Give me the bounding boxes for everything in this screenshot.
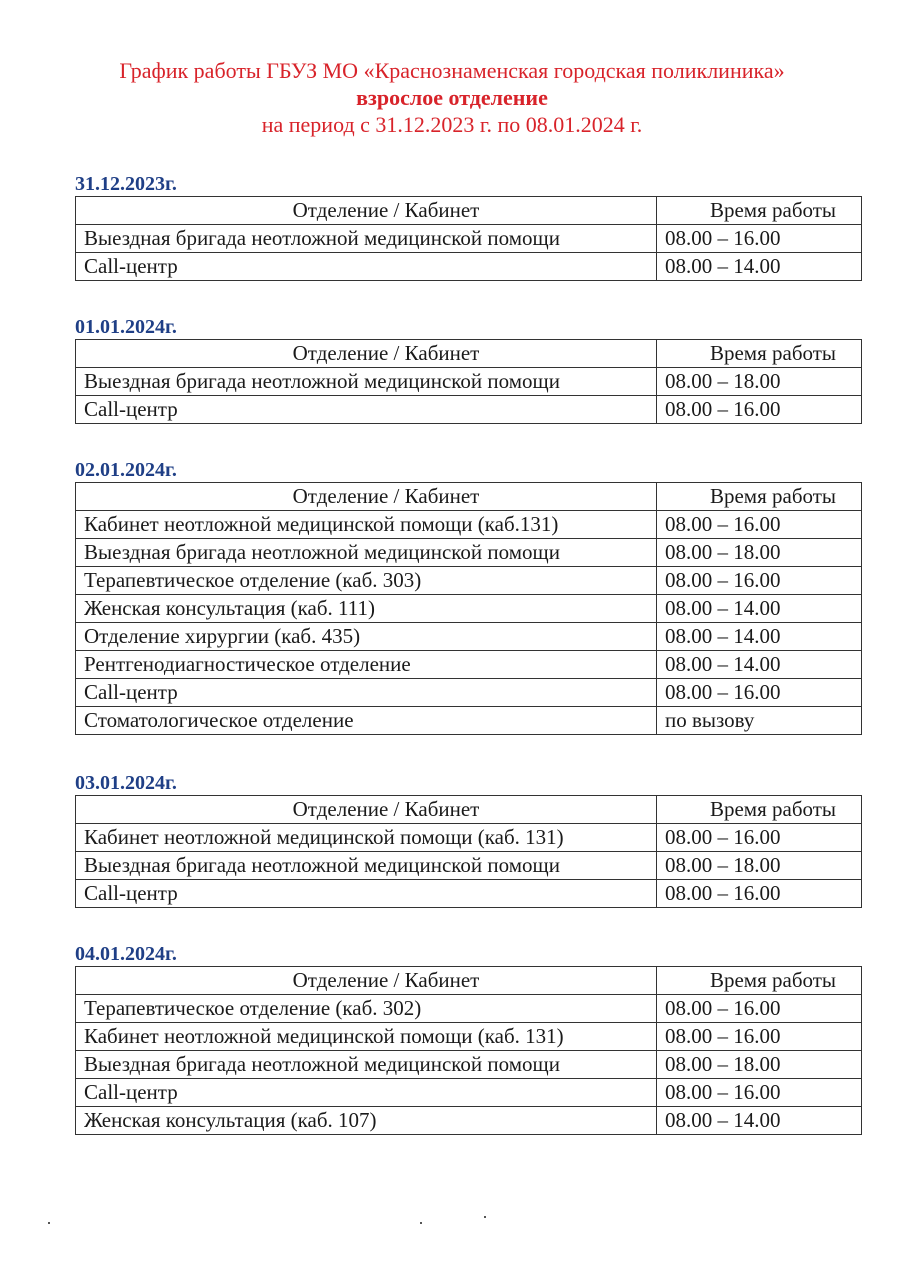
day-section <box>75 772 861 908</box>
dept-cell: Рентгенодиагностическое отделение <box>76 651 657 679</box>
column-header-dept: Отделение / Кабинет <box>76 483 657 511</box>
table-row <box>76 707 862 735</box>
dept-cell: Выездная бригада неотложной медицинской помощи <box>76 368 657 396</box>
dept-cell: Call-центр <box>76 679 657 707</box>
column-header-dept: Отделение / Кабинет <box>76 796 657 824</box>
time-cell: 08.00 – 16.00 <box>657 880 862 908</box>
table-row <box>76 852 862 880</box>
dept-cell: Выездная бригада неотложной медицинской помощи <box>76 225 657 253</box>
table-row <box>76 679 862 707</box>
table-row <box>76 368 862 396</box>
schedule-table <box>75 795 862 908</box>
dept-cell: Call-центр <box>76 396 657 424</box>
column-header-time: Время работы <box>657 340 862 368</box>
time-cell: 08.00 – 14.00 <box>657 1107 862 1135</box>
dept-cell: Женская консультация (каб. 107) <box>76 1107 657 1135</box>
dept-cell: Терапевтическое отделение (каб. 302) <box>76 995 657 1023</box>
time-cell: 08.00 – 16.00 <box>657 396 862 424</box>
table-row <box>76 1107 862 1135</box>
scan-speck <box>484 1216 486 1218</box>
time-cell: 08.00 – 16.00 <box>657 511 862 539</box>
time-cell: 08.00 – 14.00 <box>657 623 862 651</box>
table-row <box>76 396 862 424</box>
scan-speck <box>420 1222 422 1224</box>
table-row <box>76 595 862 623</box>
dept-cell: Кабинет неотложной медицинской помощи (каб. 131) <box>76 1023 657 1051</box>
dept-cell: Call-центр <box>76 880 657 908</box>
day-section <box>75 173 861 281</box>
column-header-time: Время работы <box>657 967 862 995</box>
dept-cell: Кабинет неотложной медицинской помощи (каб. 131) <box>76 824 657 852</box>
column-header-time: Время работы <box>657 483 862 511</box>
document-subtitle: взрослое отделение <box>356 85 548 110</box>
table-row <box>76 824 862 852</box>
column-header-dept: Отделение / Кабинет <box>76 967 657 995</box>
day-date: 01.01.2024г. <box>75 316 177 338</box>
table-row <box>76 1023 862 1051</box>
column-header-time: Время работы <box>657 197 862 225</box>
dept-cell: Call-центр <box>76 1079 657 1107</box>
time-cell: 08.00 – 16.00 <box>657 225 862 253</box>
table-row <box>76 253 862 281</box>
dept-cell: Стоматологическое отделение <box>76 707 657 735</box>
time-cell: 08.00 – 16.00 <box>657 1023 862 1051</box>
day-section <box>75 459 861 735</box>
dept-cell: Кабинет неотложной медицинской помощи (каб.131) <box>76 511 657 539</box>
document-title: График работы ГБУЗ МО «Краснознаменская городская поликлиника» <box>119 58 785 83</box>
table-header-row <box>76 197 862 225</box>
document-header <box>0 57 904 138</box>
time-cell: 08.00 – 18.00 <box>657 1051 862 1079</box>
dept-cell: Отделение хирургии (каб. 435) <box>76 623 657 651</box>
dept-cell: Выездная бригада неотложной медицинской помощи <box>76 539 657 567</box>
time-cell: 08.00 – 14.00 <box>657 651 862 679</box>
table-header-row <box>76 967 862 995</box>
time-cell: 08.00 – 16.00 <box>657 679 862 707</box>
time-cell: 08.00 – 16.00 <box>657 1079 862 1107</box>
schedule-table <box>75 482 862 735</box>
day-section <box>75 316 861 424</box>
time-cell: 08.00 – 14.00 <box>657 595 862 623</box>
day-date: 02.01.2024г. <box>75 459 177 481</box>
time-cell: 08.00 – 18.00 <box>657 852 862 880</box>
table-row <box>76 623 862 651</box>
column-header-dept: Отделение / Кабинет <box>76 197 657 225</box>
dept-cell: Call-центр <box>76 253 657 281</box>
time-cell: 08.00 – 18.00 <box>657 368 862 396</box>
day-section <box>75 943 861 1135</box>
dept-cell: Выездная бригада неотложной медицинской помощи <box>76 852 657 880</box>
time-cell: 08.00 – 16.00 <box>657 567 862 595</box>
scan-speck <box>48 1222 50 1224</box>
schedule-table <box>75 966 862 1135</box>
table-row <box>76 1079 862 1107</box>
day-date: 31.12.2023г. <box>75 173 177 195</box>
table-row <box>76 1051 862 1079</box>
schedule-table <box>75 339 862 424</box>
column-header-time: Время работы <box>657 796 862 824</box>
dept-cell: Выездная бригада неотложной медицинской помощи <box>76 1051 657 1079</box>
column-header-dept: Отделение / Кабинет <box>76 340 657 368</box>
day-date: 03.01.2024г. <box>75 772 177 794</box>
table-header-row <box>76 340 862 368</box>
time-cell: по вызову <box>657 707 862 735</box>
time-cell: 08.00 – 14.00 <box>657 253 862 281</box>
table-row <box>76 225 862 253</box>
time-cell: 08.00 – 18.00 <box>657 539 862 567</box>
table-row <box>76 995 862 1023</box>
time-cell: 08.00 – 16.00 <box>657 995 862 1023</box>
schedule-table <box>75 196 862 281</box>
table-row <box>76 539 862 567</box>
table-header-row <box>76 796 862 824</box>
document-period: на период с 31.12.2023 г. по 08.01.2024 г. <box>261 112 643 137</box>
day-date: 04.01.2024г. <box>75 943 177 965</box>
table-row <box>76 651 862 679</box>
table-row <box>76 880 862 908</box>
table-header-row <box>76 483 862 511</box>
dept-cell: Женская консультация (каб. 111) <box>76 595 657 623</box>
table-row <box>76 567 862 595</box>
dept-cell: Терапевтическое отделение (каб. 303) <box>76 567 657 595</box>
time-cell: 08.00 – 16.00 <box>657 824 862 852</box>
table-row <box>76 511 862 539</box>
